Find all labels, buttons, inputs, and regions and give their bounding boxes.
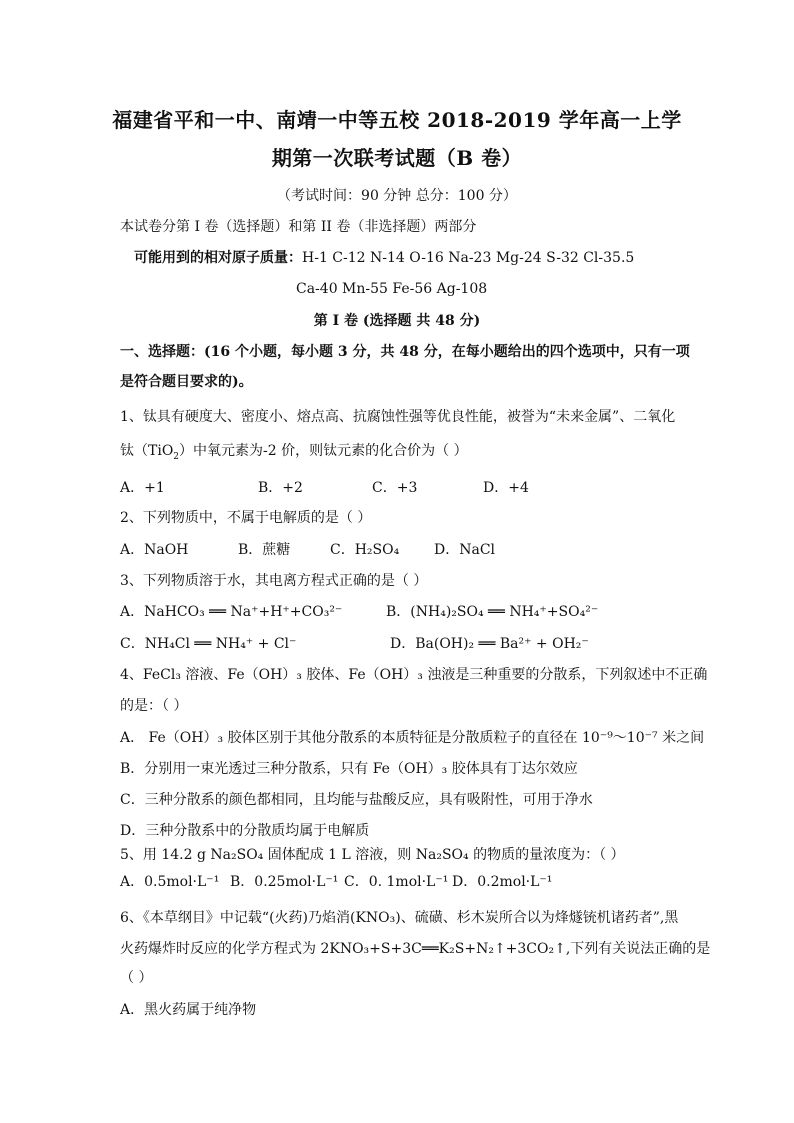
q5-option-b: B．0.25mol·L⁻¹ [230,874,339,890]
title-line-2: 期第一次联考试题（B 卷） [271,146,523,170]
q6-stem-1: 6、《本草纲目》中记载“(火药)乃焰消(KNO₃)、硫磺、杉木炭所合以为烽燧铳机诸药者”,黑 [120,910,679,926]
q1-option-a: A．+1 [120,480,165,496]
q2-stem: 2、下列物质中，不属于电解质的是（ ） [120,510,372,526]
q5-option-c: C．0. 1mol·L⁻¹ [344,874,449,890]
q4-option-c: C．三种分散系的颜色都相同，且均能与盐酸反应，具有吸附性，可用于净水 [120,792,593,808]
part1-instructions-1: 一、选择题：(16 个小题，每小题 3 分，共 48 分，在每小题给出的四个选项中，只有一项 [120,344,690,360]
q3-option-a: A．NaHCO₃ ══ Na⁺+H⁺+CO₃²⁻ [120,604,343,620]
q6-option-a: A．黑火药属于纯净物 [120,1002,257,1018]
q5-stem: 5、用 14.2 g Na₂SO₄ 固体配成 1 L 溶液，则 Na₂SO₄ 的物质的量浓度为：（ ） [120,847,625,863]
q2-option-b: B．蔗糖 [238,542,291,558]
q3-option-c: C．NH₄Cl ══ NH₄⁺ + Cl⁻ [120,636,297,652]
atomic-mass-line-1 [134,248,634,268]
q4-stem-1: 4、FeCl₃ 溶液、Fe（OH）₃ 胶体、Fe（OH）₃ 浊液是三种重要的分散系，下列叙述中不正确 [120,667,708,683]
q3-option-b: B．(NH₄)₂SO₄ ══ NH₄⁺+SO₄²⁻ [386,604,599,620]
q4-option-d: D．三种分散系中的分散质均属于电解质 [120,823,370,839]
q2-option-d: D．NaCl [434,542,496,558]
q6-stem-2: 火药爆炸时反应的化学方程式为 2KNO₃+S+3C══K₂S+N₂↑+3CO₂↑,下列有关说法正确的是 [120,941,711,957]
q2-option-a: A．NaOH [120,542,189,558]
atomic-mass-label: 可能用到的相对原子质量： [134,250,302,266]
q5-option-d: D．0.2mol·L⁻¹ [452,874,553,890]
q3-option-d: D．Ba(OH)₂ ══ Ba²⁺ + OH₂⁻ [390,636,589,652]
title-line-1: 福建省平和一中、南靖一中等五校 2018-2019 学年高一上学 [112,108,682,132]
q6-stem-3: （ ） [120,970,153,986]
intro-text: 本试卷分第 I 卷（选择题）和第 II 卷（非选择题）两部分 [120,219,477,235]
q2-option-c: C．H₂SO₄ [330,542,400,558]
q1-option-c: C．+3 [372,480,418,496]
q1-option-b: B．+2 [258,480,303,496]
q4-stem-2: 的是：（ ） [120,698,188,714]
exam-info: （考试时间：90 分钟 总分：100 分） [277,188,517,204]
atomic-mass-values-1: H-1 C-12 N-14 O-16 Na-23 Mg-24 S-32 Cl-35.5 [302,250,635,266]
section-header: 第 I 卷 (选择题 共 48 分) [313,313,481,329]
atomic-mass-line-2: Ca-40 Mn-55 Fe-56 Ag-108 [296,281,488,297]
q1-option-d: D．+4 [483,480,529,496]
q5-option-a: A．0.5mol·L⁻¹ [120,874,220,890]
part1-instructions-2: 是符合题目要求的)。 [120,374,253,390]
q4-option-b: B．分别用一束光透过三种分散系，只有 Fe（OH）₃ 胶体具有丁达尔效应 [120,761,578,777]
q1-stem-1: 1、钛具有硬度大、密度小、熔点高、抗腐蚀性强等优良性能，被誉为“未来金属”、二氧化 [120,409,676,425]
q1-stem-2: 钛（TiO$_2$）中氧元素为-2 价，则钛元素的化合价为（ ） [120,443,468,462]
q4-option-a: A． Fe（OH）₃ 胶体区别于其他分散系的本质特征是分散质粒子的直径在 10⁻⁹～10⁻⁷ 米之间 [120,730,705,746]
q3-stem: 3、下列物质溶于水，其电离方程式正确的是（ ） [120,573,428,589]
